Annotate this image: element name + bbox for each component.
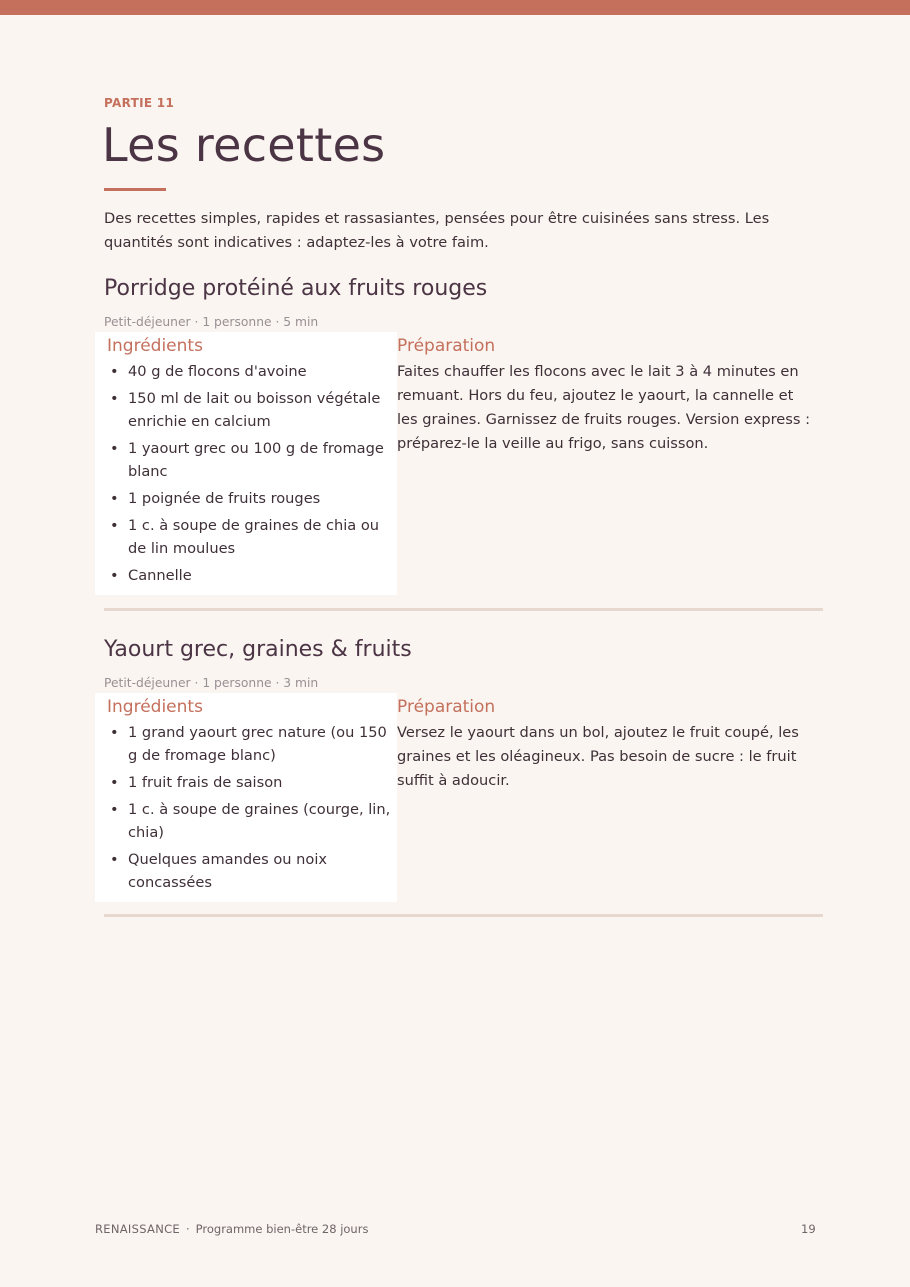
bullet-icon: • [110,851,119,868]
bullet-icon: • [110,440,119,457]
preparation-text: Faites chauffer les flocons avec le lait 3 à 4 minutes en remuant. Hors du feu, ajoutez le yaourt, la cannelle et les graines. Garnissez de fruits rouges. Version express : préparez-le la veille au frigo, sans cuisson. [397,363,811,452]
bullet-icon: • [110,490,119,507]
preparation-heading: Préparation [397,697,496,717]
ingredient-item [95,721,397,767]
recipe-title: Yaourt grec, graines & fruits [104,637,412,662]
ingredient-item [95,360,397,383]
bullet-icon: • [110,801,119,818]
ingredients-heading: Ingrédients [107,336,203,356]
recipe-divider [104,914,823,917]
footer-separator: · [186,1222,190,1236]
ingredient-text: 1 c. à soupe de graines (courge, lin, chia) [128,801,391,841]
ingredient-text: 1 c. à soupe de graines de chia ou de lin moulues [128,517,380,557]
title-underline [104,188,166,191]
ingredient-text: 40 g de flocons d'avoine [128,363,307,380]
bullet-icon: • [110,363,119,380]
ingredient-text: Cannelle [128,567,192,584]
bullet-icon: • [110,517,119,534]
recipe-card-yaourt [104,635,823,891]
footer-brand: RENAISSANCE [95,1222,180,1236]
preparation-section [397,696,817,793]
ingredients-box [95,693,397,902]
recipe-title: Porridge protéiné aux fruits rouges [104,276,488,301]
ingredient-text: 1 poignée de fruits rouges [128,490,321,507]
ingredients-heading: Ingrédients [107,697,203,717]
ingredient-item [95,387,397,433]
recipe-card-porridge [104,274,823,584]
ingredient-item [95,487,397,510]
top-accent-bar [0,0,910,15]
footer-brand-line [95,1222,368,1236]
ingredient-text: 1 fruit frais de saison [128,774,283,791]
recipe-divider [104,608,823,611]
bullet-icon: • [110,390,119,407]
ingredient-item [95,514,397,560]
footer-subtitle: Programme bien-être 28 jours [195,1222,369,1236]
ingredients-list [95,360,397,587]
page-number: 19 [801,1222,816,1236]
ingredients-box [95,332,397,595]
bullet-icon: • [110,724,119,741]
recipe-meta: Petit-déjeuner · 1 personne · 5 min [104,315,319,329]
ingredient-text: 150 ml de lait ou boisson végétale enrichie en calcium [128,390,381,430]
preparation-section [397,335,817,456]
preparation-text: Versez le yaourt dans un bol, ajoutez le fruit coupé, les graines et les oléagineux. Pas besoin de sucre : le fruit suffit à adoucir. [397,724,799,789]
part-label: PARTIE 11 [104,96,175,110]
ingredients-list [95,721,397,894]
bullet-icon: • [110,567,119,584]
ingredient-item [95,437,397,483]
ingredient-item [95,848,397,894]
intro-paragraph: Des recettes simples, rapides et rassasiantes, pensées pour être cuisinées sans stress. Les quantités sont indicatives : adaptez-les à votre faim. [104,210,770,251]
bullet-icon: • [110,774,119,791]
recipe-meta: Petit-déjeuner · 1 personne · 3 min [104,676,319,690]
page-title: Les recettes [102,118,386,172]
preparation-heading: Préparation [397,336,496,356]
ingredient-text: 1 yaourt grec ou 100 g de fromage blanc [128,440,384,480]
ingredient-item [95,564,397,587]
ingredient-item [95,771,397,794]
ingredient-item [95,798,397,844]
ingredient-text: 1 grand yaourt grec nature (ou 150 g de fromage blanc) [128,724,387,764]
ingredient-text: Quelques amandes ou noix concassées [128,851,328,891]
